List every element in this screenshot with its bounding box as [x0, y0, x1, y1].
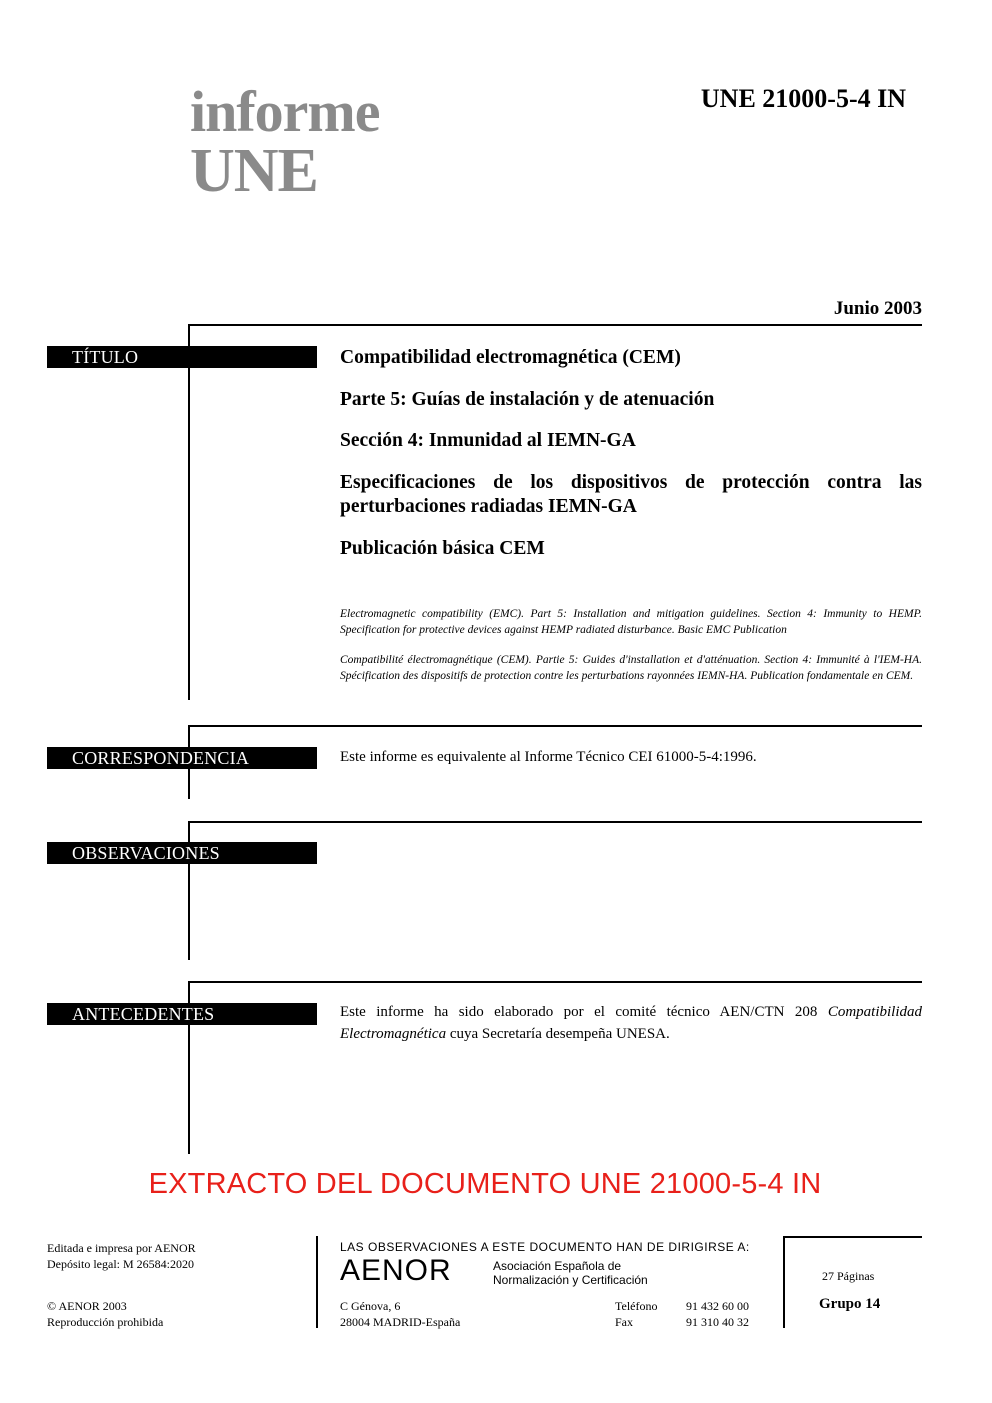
- aenor-association: [493, 1259, 648, 1287]
- section-label-titulo: TÍTULO: [47, 346, 317, 368]
- footer-observations-heading: LAS OBSERVACIONES A ESTE DOCUMENTO HAN DE DIRIGIRSE A:: [340, 1240, 750, 1254]
- divider-observaciones: [188, 821, 922, 823]
- antecedentes-text-after: cuya Secretaría desempeña UNESA.: [446, 1026, 670, 1042]
- page-count: 27 Páginas: [822, 1269, 875, 1283]
- logo-informe: informe: [190, 79, 380, 144]
- footer-copyright: © AENOR 2003: [47, 1299, 127, 1313]
- english-title: Electromagnetic compatibility (EMC). Part 5: Installation and mitigation guidelines. Section 4: Immunity to HEMP. Specification for protective devices against HEMP radiated disturbance. Basic EMC Publication: [340, 608, 922, 636]
- divider-antecedentes: [188, 981, 922, 983]
- footer-address-line2: 28004 MADRID-España: [340, 1315, 461, 1329]
- antecedentes-text: [340, 1001, 922, 1045]
- section-label-observaciones: OBSERVACIONES: [47, 842, 317, 864]
- footer-phone-value: 91 432 60 00: [686, 1299, 749, 1313]
- french-title: Compatibilité électromagnétique (CEM). Partie 5: Guides d'installation et d'atténuation. Section 4: Immunité à l'IEM-HA. Spécification des dispositifs de protection contre les perturbations rayonnées IEMN-HA. Publication fondamentale en CEM.: [340, 654, 922, 682]
- antecedentes-text-before: Este informe ha sido elaborado por el comité técnico AEN/CTN 208: [340, 1004, 828, 1020]
- footer-fax-value: 91 310 40 32: [686, 1315, 749, 1329]
- logo-une: UNE: [190, 137, 318, 205]
- footer-fax-label: Fax: [615, 1315, 633, 1329]
- footer-address-line1: C Génova, 6: [340, 1299, 401, 1313]
- vertical-rule-titulo: [188, 324, 190, 700]
- title-line-2: Parte 5: Guías de instalación y de atenuación: [340, 389, 715, 410]
- publication-date: Junio 2003: [833, 298, 922, 319]
- aenor-logo: AENOR: [340, 1254, 452, 1287]
- footer-box-top: [783, 1236, 922, 1238]
- footer-legal-deposit: Depósito legal: M 26584:2020: [47, 1257, 194, 1271]
- antecedentes-committee-name: Compatibilidad Electromagnética: [340, 1004, 922, 1042]
- divider-correspondencia: [188, 725, 922, 727]
- footer-phone-label: Teléfono: [615, 1299, 658, 1313]
- footer-edited-by: Editada e impresa por AENOR: [47, 1241, 196, 1255]
- section-label-correspondencia: CORRESPONDENCIA: [47, 747, 317, 769]
- footer-divider-left: [316, 1236, 318, 1328]
- document-number: UNE 21000-5-4 IN: [700, 84, 906, 113]
- title-line-3: Sección 4: Inmunidad al IEMN-GA: [340, 430, 636, 451]
- divider-titulo: [188, 324, 922, 326]
- aenor-association-line1: Asociación Española de: [493, 1259, 622, 1273]
- section-label-antecedentes: ANTECEDENTES: [47, 1003, 317, 1025]
- title-line-1: Compatibilidad electromagnética (CEM): [340, 347, 681, 368]
- title-line-4: Especificaciones de los dispositivos de protección contra las perturbaciones radiadas IEMN-GA: [340, 472, 922, 517]
- price-group: Grupo 14: [819, 1296, 881, 1312]
- correspondencia-text: Este informe es equivalente al Informe Técnico CEI 61000-5-4:1996.: [340, 749, 757, 765]
- title-line-5: Publicación básica CEM: [340, 538, 545, 559]
- footer-reproduction: Reproducción prohibida: [47, 1315, 164, 1329]
- extract-watermark: EXTRACTO DEL DOCUMENTO UNE 21000-5-4 IN: [148, 1168, 822, 1200]
- aenor-association-line2: Normalización y Certificación: [493, 1273, 648, 1287]
- footer-box-left: [783, 1236, 785, 1328]
